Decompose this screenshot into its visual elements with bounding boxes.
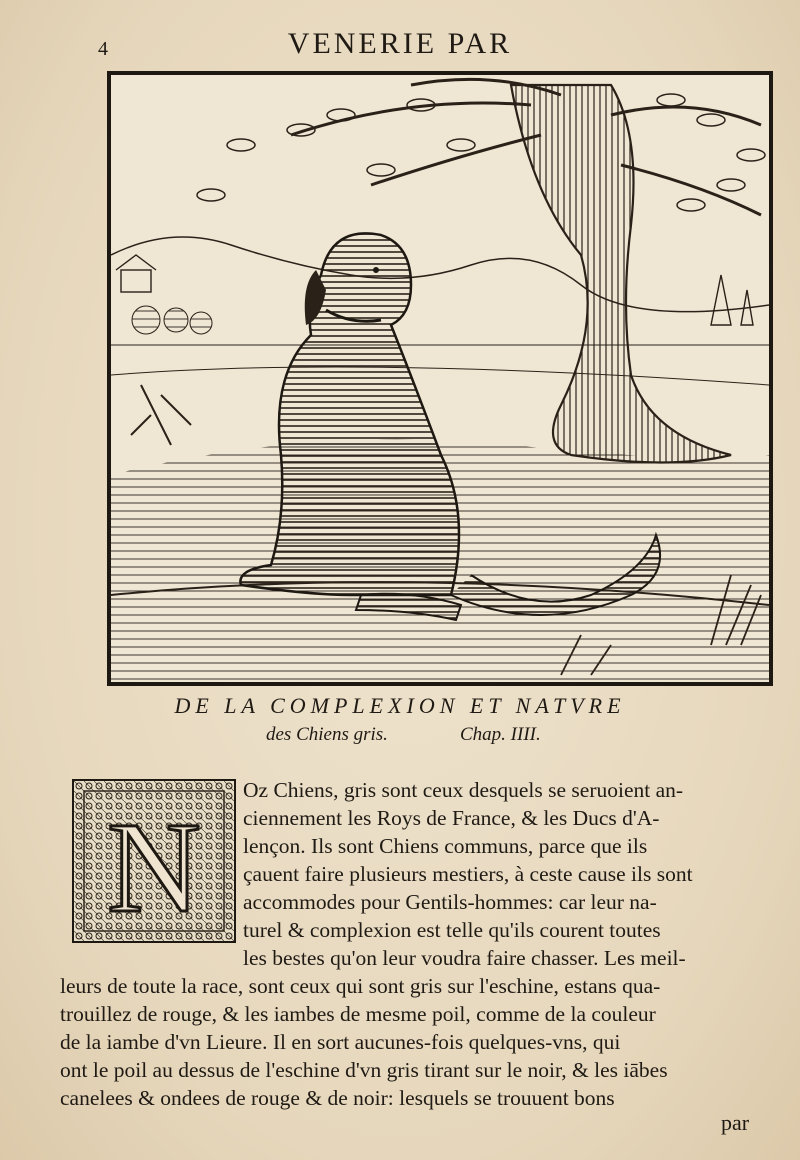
text-line: trouillez de rouge, & les iambes de mesme poil, comme de la couleur <box>60 1002 656 1026</box>
text-line: canelees & ondees de rouge & de noir: lesquels se trouuent bons <box>60 1086 615 1110</box>
text-line: les bestes qu'on leur voudra faire chasser. Les meil- <box>243 946 686 970</box>
seated-hound-woodcut-icon <box>111 75 769 682</box>
decorated-initial <box>72 779 236 943</box>
decorated-initial-n-icon <box>74 781 234 941</box>
text-line: de la iambe d'vn Lieure. Il en sort aucunes-fois quelques-vns, qui <box>60 1030 621 1054</box>
chapter-subcaption: des Chiens gris. <box>266 724 388 745</box>
catchword: par <box>721 1110 750 1135</box>
hound-woodcut-illustration <box>107 71 773 686</box>
text-line: ciennement les Roys de France, & les Ducs d'A- <box>243 806 660 830</box>
page-number: 4 <box>98 38 108 60</box>
text-line: çauent faire plusieurs mestiers, à ceste cause ils sont <box>243 862 693 886</box>
initial-letter: N <box>107 796 201 940</box>
text-line: lençon. Ils sont Chiens communs, parce que ils <box>243 834 648 858</box>
text-line: accommodes pour Gentils-hommes: car leur na- <box>243 890 657 914</box>
text-line: Oz Chiens, gris sont ceux desquels se seruoient an- <box>243 778 684 802</box>
text-line: leurs de toute la race, sont ceux qui sont gris sur l'eschine, estans qua- <box>60 974 661 998</box>
text-line: ont le poil au dessus de l'eschine d'vn gris tirant sur le noir, & les iābes <box>60 1058 668 1082</box>
text-line: turel & complexion est telle qu'ils courent toutes <box>243 918 661 942</box>
running-title: VENERIE PAR <box>287 27 513 60</box>
chapter-caption: DE LA COMPLEXION ET NATVRE <box>174 693 626 718</box>
chapter-number: Chap. IIII. <box>460 724 541 745</box>
